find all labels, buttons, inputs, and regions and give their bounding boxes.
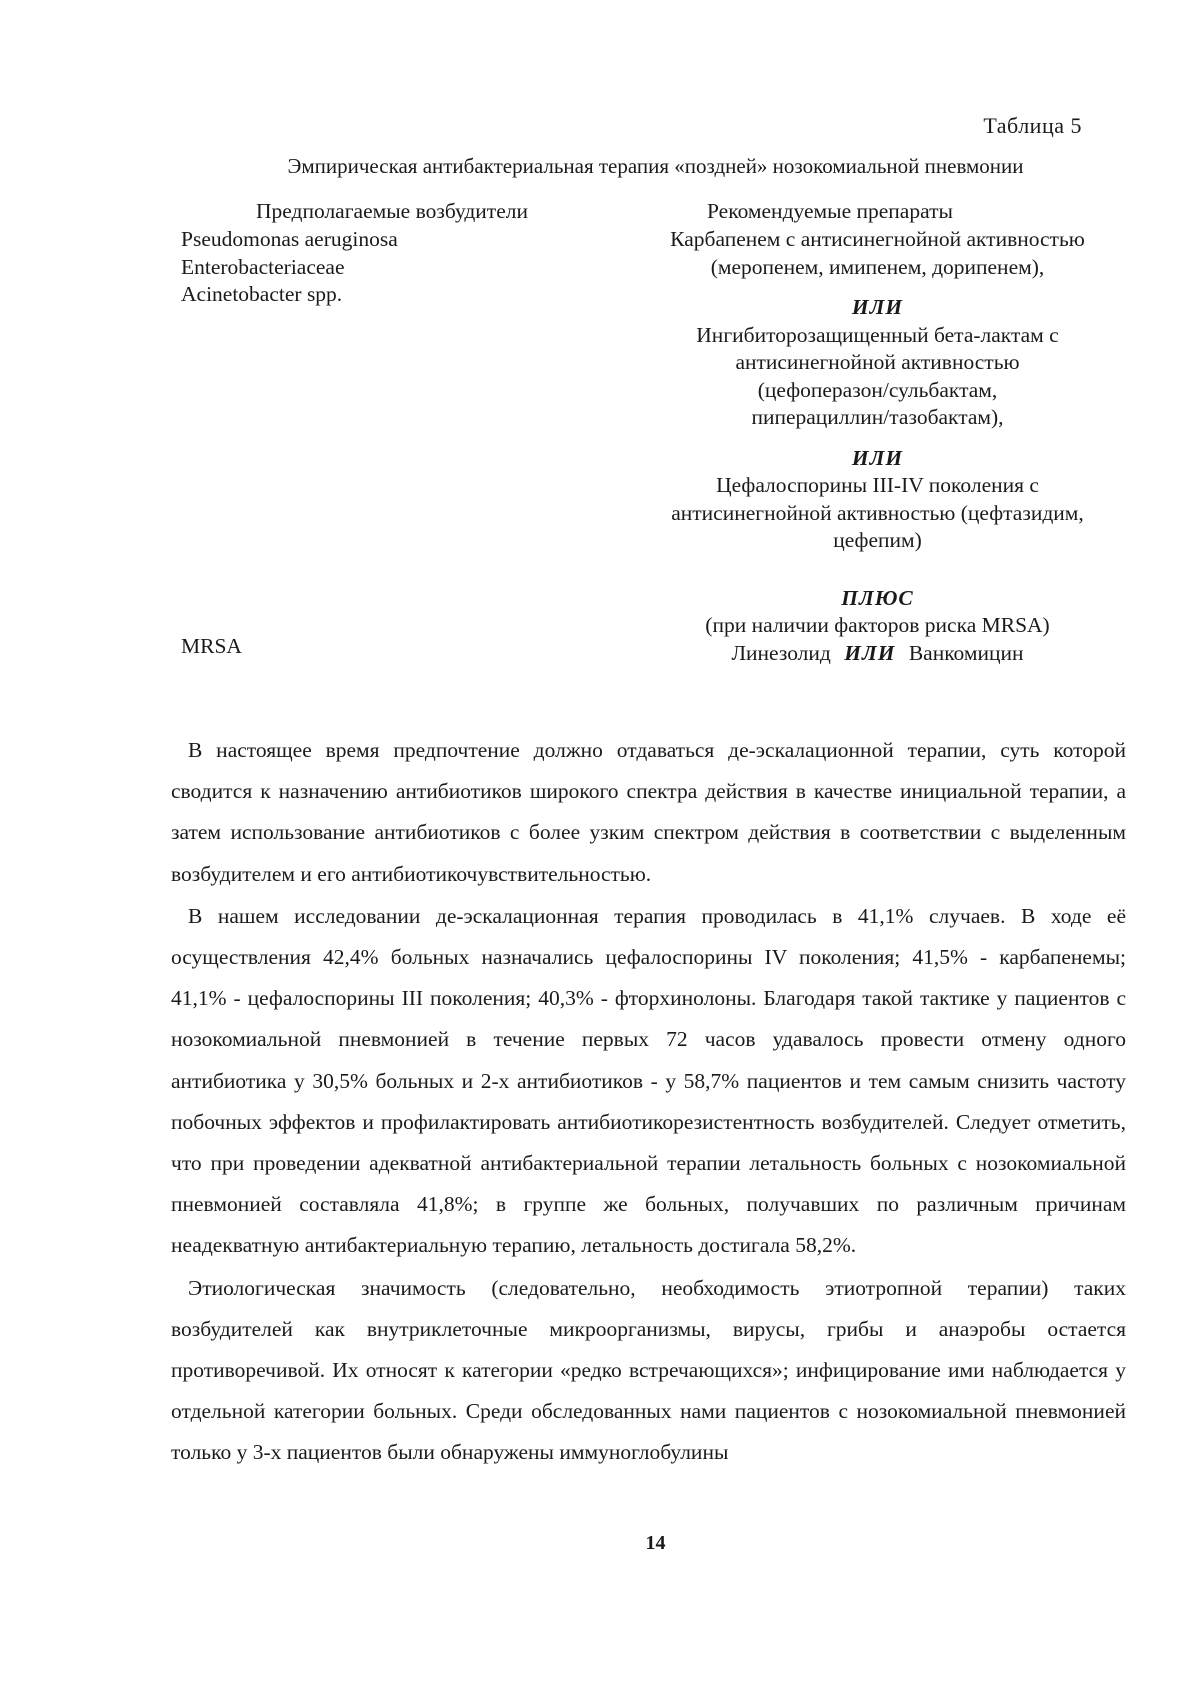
drug-line: Карбапенем с антисинегнойной активностью (670, 227, 1085, 251)
or-conjunction: ИЛИ (851, 295, 904, 319)
mrsa-pathogen: MRSA (181, 634, 242, 658)
table-label: Таблица 5 (983, 113, 1082, 138)
or-conjunction-inline: ИЛИ (844, 640, 896, 665)
body-text (171, 730, 1126, 1475)
pathogens-list (181, 226, 398, 309)
drug-group-beta-lactam (630, 322, 1125, 432)
drug-line: антисинегнойной активностью (цефтазидим, (671, 500, 1084, 525)
mrsa-drug-linezolid: Линезолид (731, 640, 831, 665)
drug-line: пиперациллин/тазобактам), (751, 405, 1004, 429)
or-conjunction: ИЛИ (851, 445, 904, 470)
mrsa-drug-vancomycin: Ванкомицин (908, 640, 1024, 665)
drug-line: Цефалоспорины III-IV поколения с (716, 473, 1039, 497)
plus-conjunction: ПЛЮС (841, 585, 914, 610)
paragraph-deescalation: В настоящее время предпочтение должно отдаваться де-эскалационной терапии, суть которой сводится к назначению антибиотиков широкого спектра действия в качестве инициальной терапии, а затем использование антибиотиков с более узким спектром действия в соответствии с выделенным возбудителем и его антибиотикочувствительностью. (171, 738, 1126, 886)
pathogen-item: Pseudomonas aeruginosa (181, 227, 398, 251)
pathogen-item: Acinetobacter spp. (181, 282, 343, 306)
drug-line: (цефоперазон/сульбактам, (757, 377, 998, 402)
mrsa-drugs (630, 640, 1125, 668)
drug-group-cephalosporins (630, 472, 1125, 555)
drug-group-carbapenem (630, 226, 1125, 281)
paragraph-etiology: Этиологическая значимость (следовательно, необходимость этиотропной терапии) таких возбудителей как внутриклеточные микроорганизмы, вирусы, грибы и анаэробы остается противоречивой. Их относят к категории «редко встречающихся»; инфицирование ими наблюдается у отдельной категории больных. Среди обследованных нами пациентов с нозокомиальной пневмонией только у 3-х пациентов были обнаружены иммуноглобулины (171, 1275, 1126, 1465)
drug-line: цефепим) (833, 528, 922, 552)
pathogens-column-header: Предполагаемые возбудители (256, 199, 528, 223)
page-number: 14 (645, 1532, 666, 1554)
paragraph-study-results: В нашем исследовании де-эскалационная терапия проводилась в 41,1% случаев. В ходе её осуществления 42,4% больных назначались цефалоспорины IV поколения; 41,5% - карбапенемы; 41,1% - цефалоспорины III поколения; 40,3% - фторхинолоны. Благодаря такой тактике у пациентов с нозокомиальной пневмонией в течение первых 72 часов удавалось провести отмену одного антибиотика у 30,5% больных и 2-х антибиотиков - у 58,7% пациентов и тем самым снизить частоту побочных эффектов и профилактировать антибиотикорезистентность возбудителей. Следует отметить, что при проведении адекватной антибактериальной терапии летальность больных с нозокомиальной пневмонией составляла 41,8%; в группе же больных, получавших по различным причинам неадекватную антибактериальную терапию, летальность достигала 58,2%. (171, 903, 1126, 1258)
drugs-column-header: Рекомендуемые препараты (707, 199, 953, 223)
table-caption: Эмпирическая антибактериальная терапия «поздней» нозокомиальной пневмонии (287, 154, 1024, 178)
drug-line: антисинегнойной активностью (735, 350, 1020, 374)
mrsa-condition: (при наличии факторов риска MRSA) (705, 613, 1050, 637)
drug-line: Ингибиторозащищенный бета-лактам с (696, 322, 1059, 347)
drug-line: (меропенем, имипенем, дорипенем), (710, 254, 1045, 279)
pathogen-item: Enterobacteriaceae (181, 254, 345, 279)
drugs-list (630, 226, 1125, 667)
